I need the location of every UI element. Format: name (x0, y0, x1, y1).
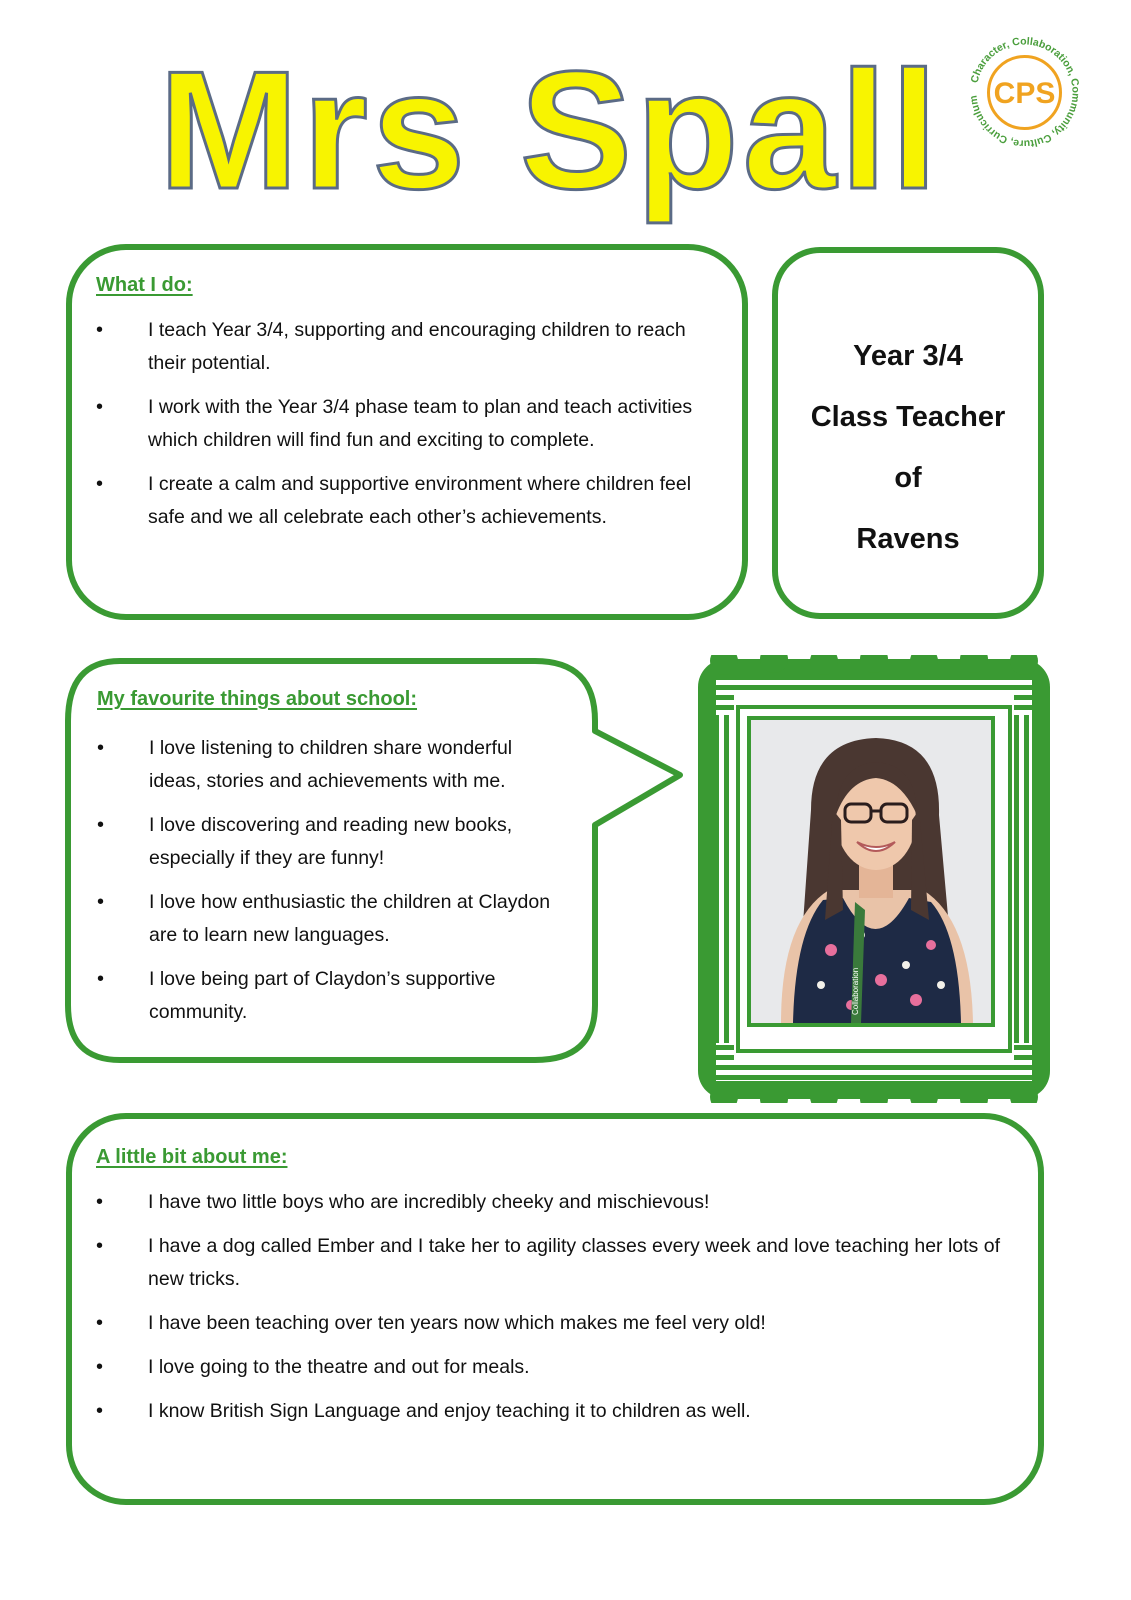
role-line-of: of (894, 462, 922, 494)
what-i-do-heading: What I do: (96, 274, 193, 296)
role-line-title: Class Teacher (810, 401, 1006, 433)
role-line-year: Year 3/4 (853, 340, 963, 372)
page-title-art (150, 40, 950, 230)
lanyard-text: Collaboration (851, 967, 860, 1015)
list-item: • I love listening to children share wonderful ideas, stories and achievements with me. (97, 732, 567, 798)
list-item: • I have two little boys who are incredibly cheeky and mischievous! (96, 1186, 1016, 1219)
what-i-do-list (96, 314, 726, 545)
list-item: • I work with the Year 3/4 phase team to plan and teach activities which children will find fun and exciting to complete. (96, 391, 726, 457)
about-me-list (96, 1186, 1016, 1439)
list-item: • I love being part of Claydon’s supportive community. (97, 963, 567, 1029)
portrait-illustration (751, 720, 991, 1023)
page-title (150, 40, 950, 230)
list-item: • I have been teaching over ten years now which makes me feel very old! (96, 1307, 1016, 1340)
list-item: • I know British Sign Language and enjoy teaching it to children as well. (96, 1395, 1016, 1428)
list-item: • I love how enthusiastic the children at Claydon are to learn new languages. (97, 886, 567, 952)
list-item: • I love going to the theatre and out for meals. (96, 1351, 1016, 1384)
list-item: • I teach Year 3/4, supporting and encouraging children to reach their potential. (96, 314, 726, 380)
list-item: • I have a dog called Ember and I take her to agility classes every week and love teaching her lots of new tricks. (96, 1230, 1016, 1296)
teacher-photo (747, 716, 995, 1027)
page-title-text: Mrs Spall (158, 40, 942, 224)
role-card-text (772, 336, 1044, 580)
logo-ring-text: Character, Collaboration, Community, Culture, Curriculum (967, 35, 1082, 150)
favourite-things-heading: My favourite things about school: (97, 688, 418, 710)
list-item: • I create a calm and supportive environment where children feel safe and we all celebrate each other’s achievements. (96, 468, 726, 534)
school-logo (962, 30, 1087, 155)
role-line-class: Ravens (856, 523, 960, 555)
logo-monogram: CPS (993, 77, 1056, 110)
about-me-heading: A little bit about me: (96, 1146, 288, 1168)
list-item: • I love discovering and reading new books, especially if they are funny! (97, 809, 567, 875)
favourite-things-list (97, 732, 567, 1040)
